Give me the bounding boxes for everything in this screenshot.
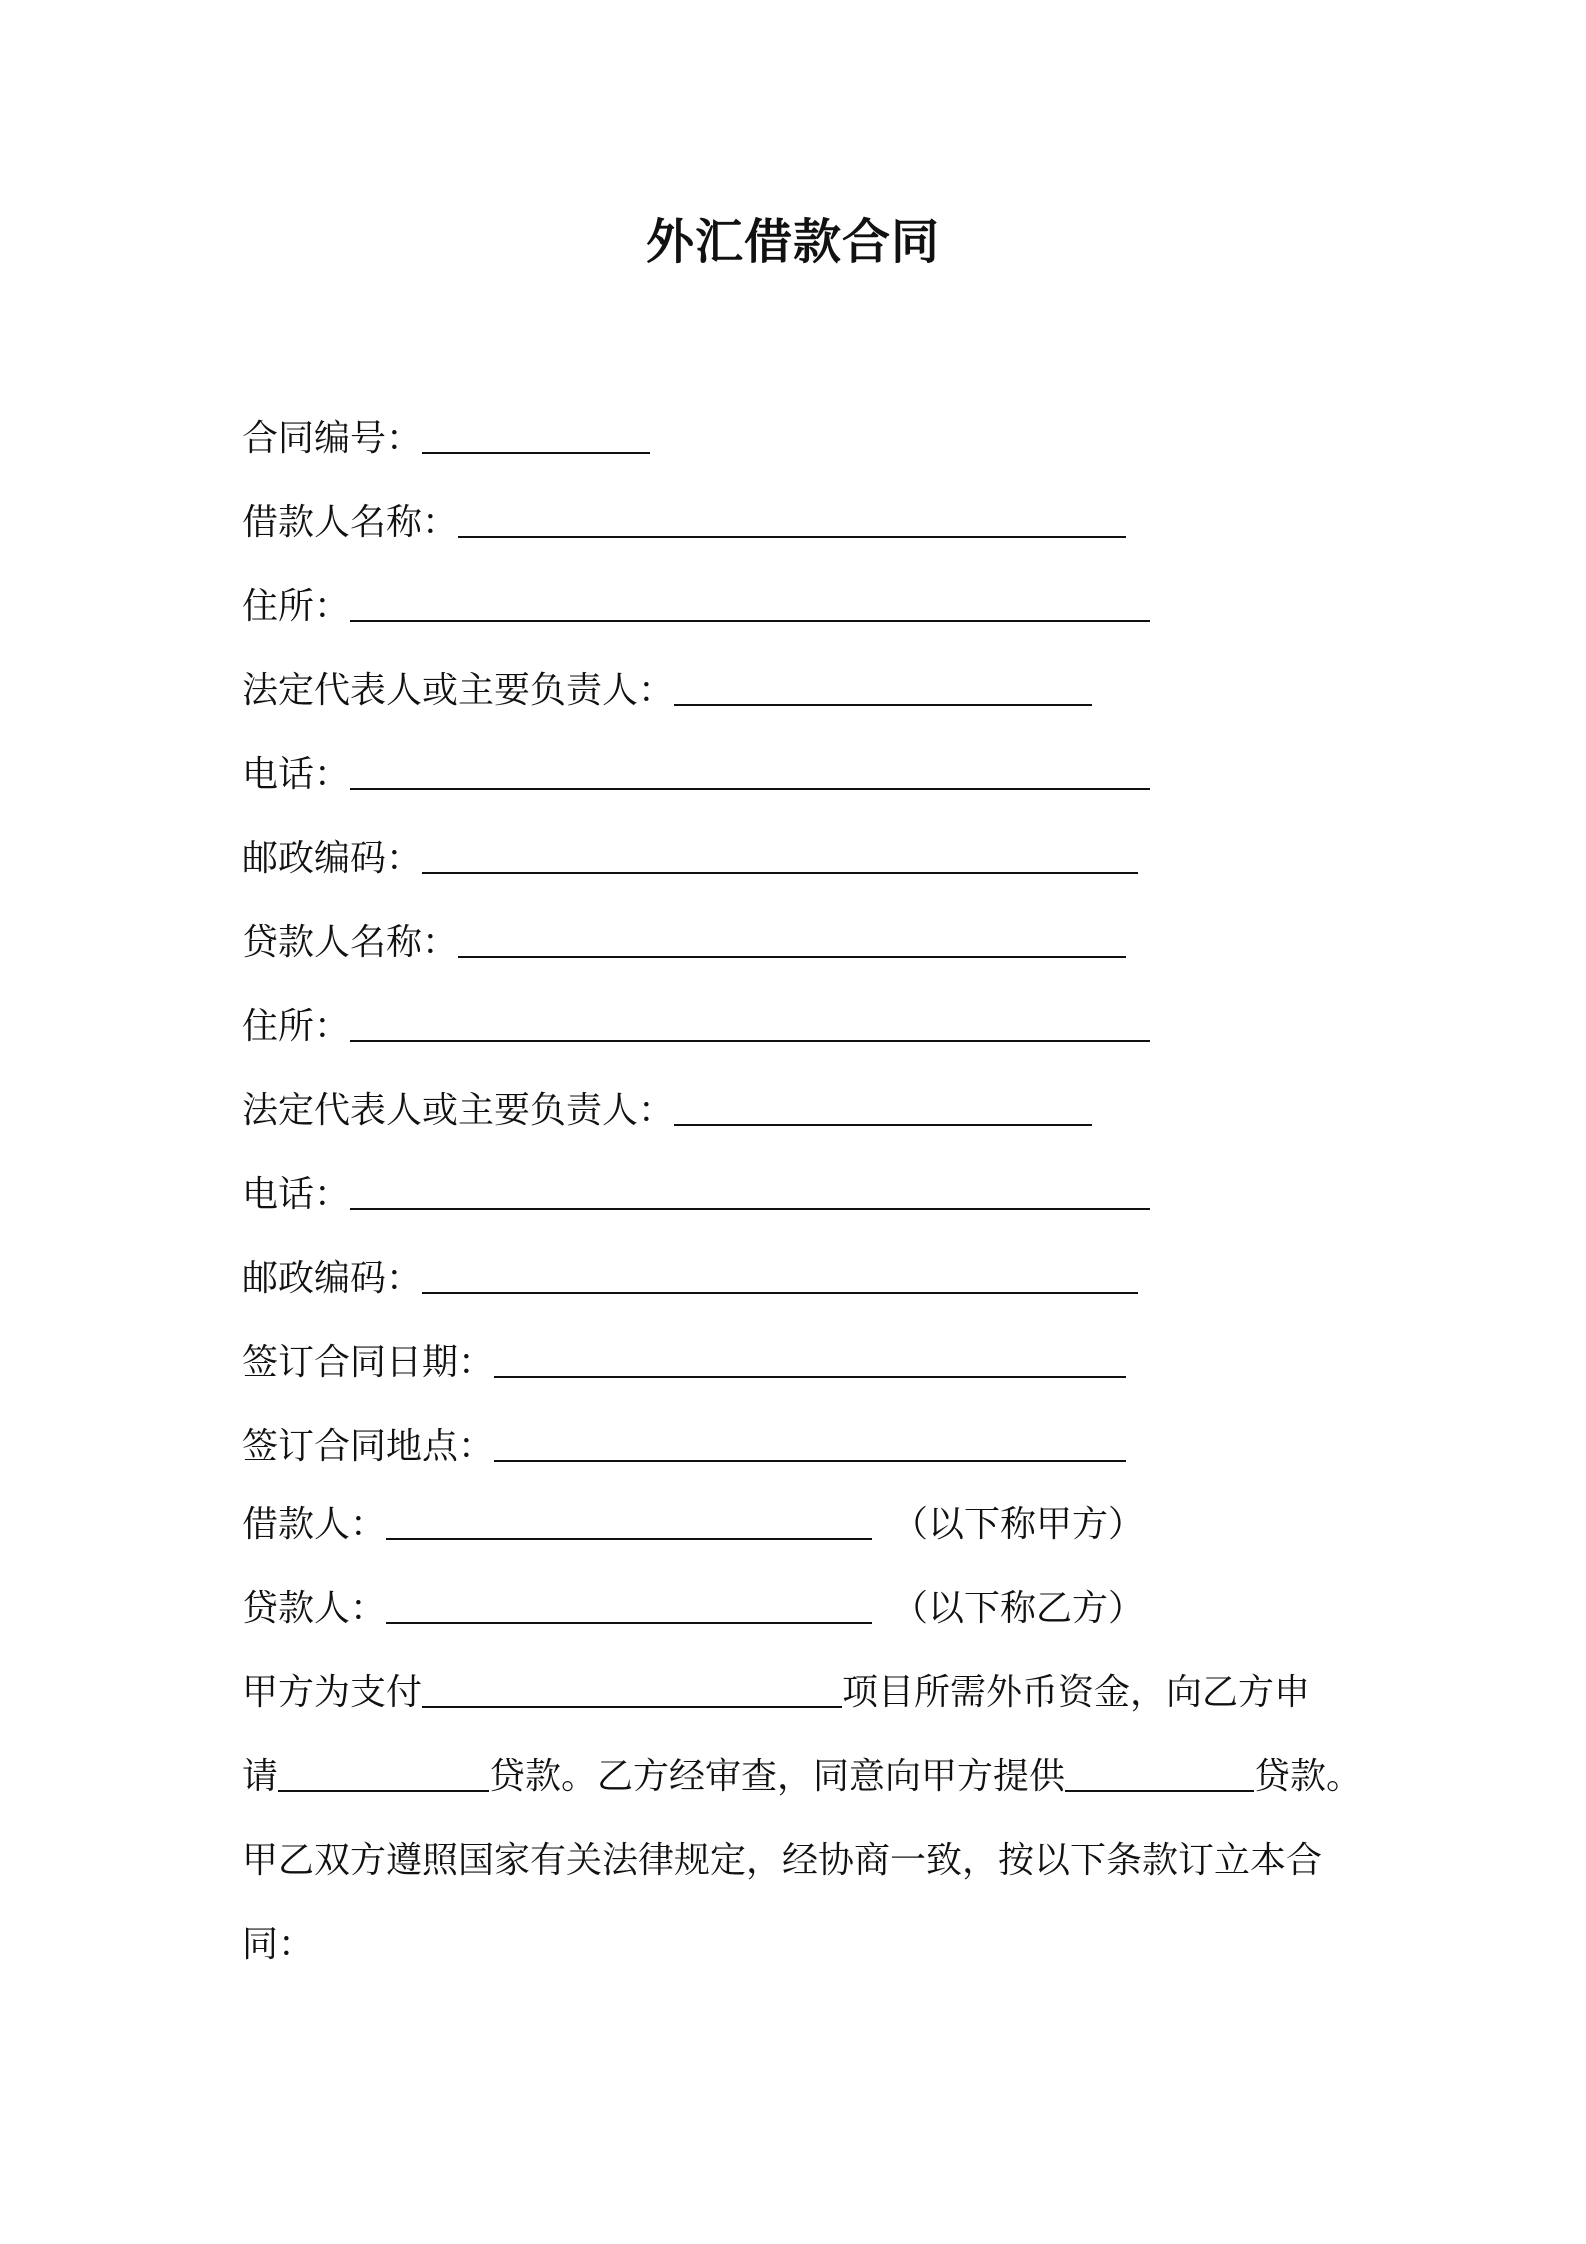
field-label: 电话： — [242, 1174, 351, 1215]
paragraph-line-1 — [242, 1666, 1362, 1716]
field-label: 住所： — [242, 1006, 351, 1047]
blank-line[interactable] — [422, 1670, 842, 1708]
blank-line[interactable] — [386, 1502, 872, 1540]
field-lender-postcode — [242, 1252, 1138, 1302]
paragraph-text: 贷款。乙方经审查，同意向甲方提供 — [488, 1756, 1065, 1797]
blank-line[interactable] — [458, 500, 1126, 538]
paragraph-line-4 — [242, 1918, 1362, 1968]
field-label: 贷款人： — [242, 1588, 387, 1629]
field-lender-address — [242, 1000, 1150, 1050]
field-label: 电话： — [242, 754, 351, 795]
document-title: 外汇借款合同 — [645, 214, 940, 270]
blank-line[interactable] — [422, 1256, 1138, 1294]
field-label: 邮政编码： — [242, 838, 423, 879]
paragraph-text: 项目所需外币资金，向乙方申 — [842, 1672, 1311, 1713]
blank-line[interactable] — [494, 1340, 1126, 1378]
field-lender-party — [242, 1582, 1144, 1632]
blank-line[interactable] — [1065, 1754, 1254, 1792]
field-borrower-phone — [242, 748, 1150, 798]
field-borrower-name — [242, 496, 1126, 546]
field-label: 合同编号： — [242, 418, 423, 459]
field-lender-rep — [242, 1084, 1092, 1134]
blank-line[interactable] — [674, 668, 1092, 706]
field-label: 借款人名称： — [242, 502, 459, 543]
blank-line[interactable] — [350, 1004, 1150, 1042]
blank-line[interactable] — [422, 416, 650, 454]
party-alias: （以下称甲方） — [892, 1504, 1145, 1545]
blank-line[interactable] — [674, 1088, 1092, 1126]
paragraph-text: 同： — [242, 1924, 315, 1965]
field-label: 法定代表人或主要负责人： — [242, 1090, 675, 1131]
blank-line[interactable] — [350, 1172, 1150, 1210]
paragraph-line-2 — [242, 1750, 1362, 1800]
blank-line[interactable] — [350, 584, 1150, 622]
field-lender-name — [242, 916, 1126, 966]
field-contract-no — [242, 412, 650, 462]
field-label: 贷款人名称： — [242, 922, 459, 963]
field-label: 签订合同日期： — [242, 1342, 495, 1383]
paragraph-line-3 — [242, 1834, 1362, 1884]
paragraph-text: 贷款。 — [1253, 1756, 1362, 1797]
field-borrower-postcode — [242, 832, 1138, 882]
field-lender-phone — [242, 1168, 1150, 1218]
blank-line[interactable] — [458, 920, 1126, 958]
paragraph-text: 请 — [242, 1756, 279, 1797]
field-label: 借款人： — [242, 1504, 387, 1545]
field-borrower-rep — [242, 664, 1092, 714]
blank-line[interactable] — [494, 1424, 1126, 1462]
field-sign-place — [242, 1420, 1126, 1470]
field-label: 签订合同地点： — [242, 1426, 495, 1467]
party-alias: （以下称乙方） — [892, 1588, 1145, 1629]
field-sign-date — [242, 1336, 1126, 1386]
blank-line[interactable] — [422, 836, 1138, 874]
blank-line[interactable] — [386, 1586, 872, 1624]
blank-line[interactable] — [278, 1754, 489, 1792]
paragraph-text: 甲方为支付 — [242, 1672, 423, 1713]
field-borrower-address — [242, 580, 1150, 630]
field-label: 住所： — [242, 586, 351, 627]
field-label: 法定代表人或主要负责人： — [242, 670, 675, 711]
blank-line[interactable] — [350, 752, 1150, 790]
field-label: 邮政编码： — [242, 1258, 423, 1299]
paragraph-text: 甲乙双方遵照国家有关法律规定，经协商一致，按以下条款订立本合 — [242, 1840, 1323, 1881]
field-borrower-party — [242, 1498, 1144, 1548]
